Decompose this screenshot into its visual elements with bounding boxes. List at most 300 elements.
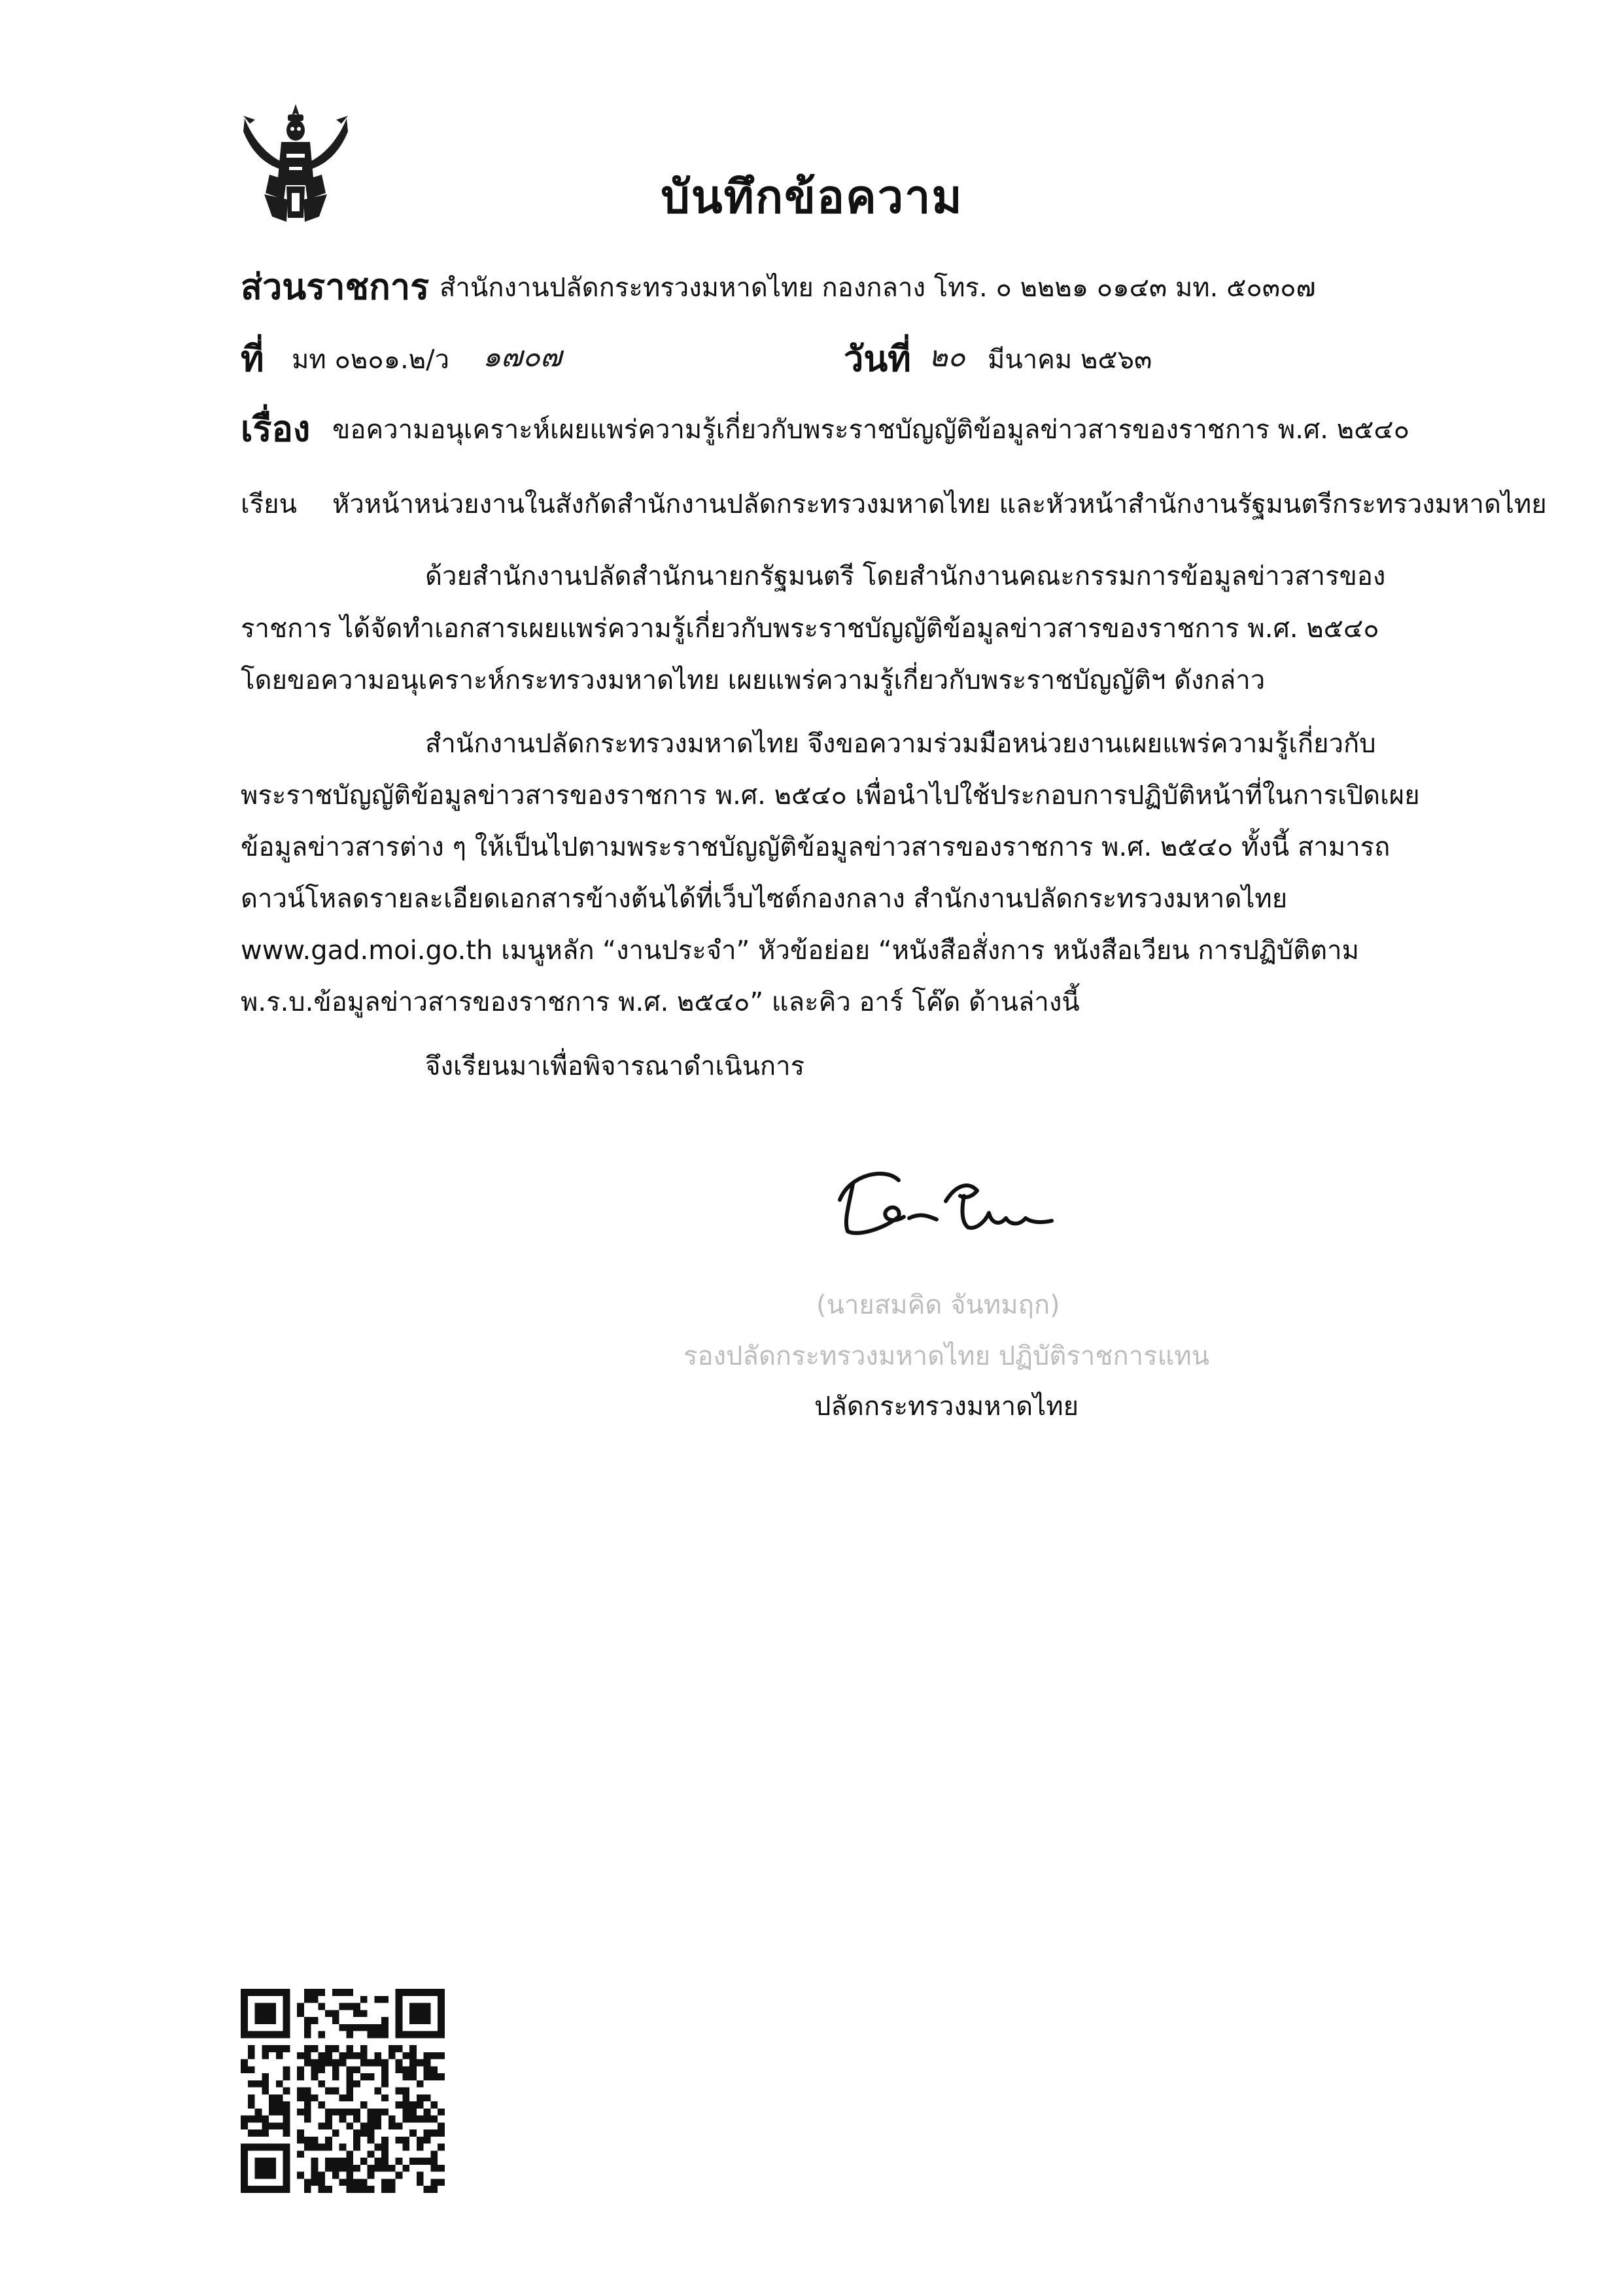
- qr-module: [248, 2094, 255, 2101]
- qr-module: [396, 2024, 403, 2031]
- qr-module: [241, 2150, 248, 2158]
- qr-module: [409, 2017, 417, 2024]
- qr-module: [262, 2165, 269, 2172]
- qr-module: [262, 2080, 269, 2088]
- qr-module: [283, 2172, 290, 2179]
- qr-module: [417, 2172, 424, 2179]
- qr-module: [430, 2129, 438, 2137]
- qr-module: [389, 2179, 396, 2186]
- qr-module: [311, 2165, 319, 2172]
- qr-module: [283, 2165, 290, 2172]
- qr-module: [417, 2031, 424, 2039]
- qr-module: [332, 2066, 339, 2073]
- ref-value: มท ๐๒๐๑.๒/ว: [292, 345, 450, 375]
- qr-module: [396, 2059, 403, 2067]
- qr-module: [438, 2122, 445, 2129]
- qr-module: [311, 2073, 319, 2080]
- qr-module: [374, 2109, 381, 2116]
- qr-module: [381, 2017, 389, 2024]
- body-p2-line: พระราชบัญญัติข้อมูลข่าวสารของราชการ พ.ศ. ๒๕๔๐ เพื่อนำไปใช้ประกอบการปฏิบัติหน้าที่ในการเปิดเผย: [241, 780, 1420, 811]
- qr-module: [409, 2045, 417, 2052]
- qr-module: [417, 2017, 424, 2024]
- qr-module: [346, 2094, 353, 2101]
- qr-module: [304, 1989, 311, 1996]
- qr-module: [248, 2066, 255, 2073]
- qr-module: [241, 2066, 248, 2073]
- closing-line: จึงเรียนมาเพื่อพิจารณาดำเนินการ: [425, 1051, 805, 1081]
- qr-module: [255, 2158, 262, 2165]
- qr-module: [318, 2144, 325, 2151]
- qr-module: [417, 2144, 424, 2151]
- qr-module: [304, 2101, 311, 2109]
- qr-module: [353, 2179, 360, 2186]
- qr-module: [332, 2158, 339, 2165]
- qr-module: [262, 2129, 269, 2137]
- qr-module: [325, 2109, 332, 2116]
- qr-module: [438, 2144, 445, 2151]
- qr-module: [304, 2094, 311, 2101]
- qr-module: [424, 2010, 431, 2017]
- qr-module: [325, 2186, 332, 2193]
- qr-module: [241, 2010, 248, 2017]
- subject-label: เรื่อง: [241, 408, 311, 449]
- qr-module: [360, 1996, 368, 2003]
- qr-module: [255, 2172, 262, 2179]
- qr-module: [255, 2129, 262, 2137]
- qr-module: [255, 2017, 262, 2024]
- body-p2-line: สำนักงานปลัดกระทรวงมหาดไทย จึงขอความร่วมมือหน่วยงานเผยแพร่ความรู้เกี่ยวกับ: [425, 729, 1376, 759]
- qr-module: [241, 2024, 248, 2031]
- qr-module: [353, 2137, 360, 2144]
- qr-module: [438, 2003, 445, 2010]
- qr-module: [381, 2094, 389, 2101]
- qr-module: [262, 2003, 269, 2010]
- qr-module: [283, 2179, 290, 2186]
- qr-module: [269, 2045, 276, 2052]
- qr-module: [241, 2158, 248, 2165]
- qr-module: [424, 2129, 431, 2137]
- qr-module: [241, 2186, 248, 2193]
- handwritten-signature: [831, 1158, 1066, 1243]
- qr-module: [381, 1996, 389, 2003]
- qr-module: [360, 2122, 368, 2129]
- qr-module: [269, 2010, 276, 2017]
- qr-module: [381, 2165, 389, 2172]
- qr-module: [374, 2165, 381, 2172]
- qr-module: [318, 2052, 325, 2059]
- qr-module: [360, 2101, 368, 2109]
- qr-module: [297, 2073, 304, 2080]
- qr-module: [430, 2186, 438, 2193]
- body-p2-line: www.gad.moi.go.th เมนูหลัก “งานประจำ” หัวข้อย่อย “หนังสือสั่งการ หนังสือเวียน การปฏิบัติตาม: [241, 936, 1359, 966]
- qr-module: [368, 2122, 375, 2129]
- qr-module: [353, 2080, 360, 2088]
- qr-module: [297, 2109, 304, 2116]
- qr-module: [269, 1989, 276, 1996]
- qr-module: [332, 2088, 339, 2095]
- qr-module: [304, 2116, 311, 2123]
- qr-module: [283, 2024, 290, 2031]
- qr-module: [402, 2101, 409, 2109]
- qr-module: [311, 1989, 319, 1996]
- qr-module: [396, 2172, 403, 2179]
- qr-module: [402, 2165, 409, 2172]
- qr-module: [424, 2003, 431, 2010]
- qr-module: [318, 2003, 325, 2010]
- qr-module: [262, 1989, 269, 1996]
- qr-module: [241, 2116, 248, 2123]
- qr-module: [417, 2179, 424, 2186]
- qr-module: [318, 2179, 325, 2186]
- qr-module: [396, 1996, 403, 2003]
- qr-module: [325, 2158, 332, 2165]
- qr-module: [360, 2179, 368, 2186]
- qr-module: [353, 2109, 360, 2116]
- qr-module: [430, 2158, 438, 2165]
- date-day-handwritten: ๒๐: [929, 340, 965, 374]
- qr-module: [311, 2094, 319, 2101]
- qr-module: [297, 2003, 304, 2010]
- qr-module: [276, 2031, 283, 2039]
- qr-module: [409, 1989, 417, 1996]
- qr-module: [255, 2031, 262, 2039]
- qr-module: [368, 2186, 375, 2193]
- qr-module: [297, 2094, 304, 2101]
- qr-module: [438, 1989, 445, 1996]
- qr-module: [417, 2101, 424, 2109]
- qr-module: [325, 2052, 332, 2059]
- qr-module: [430, 2179, 438, 2186]
- qr-module: [374, 2024, 381, 2031]
- qr-module: [283, 1996, 290, 2003]
- qr-module: [417, 1989, 424, 1996]
- qr-module: [269, 2122, 276, 2129]
- qr-module: [283, 2109, 290, 2116]
- qr-code: [241, 1989, 445, 2193]
- to-label: เรียน: [241, 489, 297, 519]
- qr-module: [262, 2031, 269, 2039]
- qr-module: [430, 1989, 438, 1996]
- agency-value: สำนักงานปลัดกระทรวงมหาดไทย กองกลาง โทร. ๐ ๒๒๒๑ ๐๑๔๓ มท. ๕๐๓๐๗: [440, 273, 1316, 303]
- qr-module: [360, 2073, 368, 2080]
- qr-module: [409, 2031, 417, 2039]
- qr-module: [248, 2116, 255, 2123]
- qr-module: [255, 2186, 262, 2193]
- qr-module: [353, 2186, 360, 2193]
- qr-module: [262, 2172, 269, 2179]
- qr-module: [374, 2088, 381, 2095]
- qr-module: [304, 2024, 311, 2031]
- qr-module: [283, 2010, 290, 2017]
- to-value: หัวหน้าหน่วยงานในสังกัดสำนักงานปลัดกระทรวงมหาดไทย และหัวหน้าสำนักงานรัฐมนตรีกระทรวงมหาดไทย: [332, 489, 1547, 519]
- qr-module: [262, 2045, 269, 2052]
- qr-module: [269, 2094, 276, 2101]
- qr-module: [318, 2172, 325, 2179]
- qr-module: [374, 2052, 381, 2059]
- qr-module: [417, 2116, 424, 2123]
- qr-module: [360, 2129, 368, 2137]
- qr-module: [255, 2003, 262, 2010]
- qr-module: [269, 2109, 276, 2116]
- qr-module: [389, 2122, 396, 2129]
- qr-module: [339, 2052, 347, 2059]
- qr-module: [430, 2052, 438, 2059]
- qr-module: [325, 2059, 332, 2067]
- qr-module: [346, 2045, 353, 2052]
- qr-module: [339, 2179, 347, 2186]
- qr-module: [402, 2088, 409, 2095]
- qr-module: [262, 2158, 269, 2165]
- qr-module: [353, 2116, 360, 2123]
- qr-module: [318, 2031, 325, 2039]
- qr-module: [304, 2045, 311, 2052]
- qr-module: [381, 2150, 389, 2158]
- qr-module: [360, 2024, 368, 2031]
- qr-module: [241, 1989, 248, 1996]
- qr-module: [424, 2017, 431, 2024]
- qr-module: [389, 2186, 396, 2193]
- qr-module: [297, 2088, 304, 2095]
- qr-module: [269, 2017, 276, 2024]
- qr-module: [283, 1989, 290, 1996]
- qr-module: [297, 2150, 304, 2158]
- qr-module: [353, 2129, 360, 2137]
- qr-module: [304, 2059, 311, 2067]
- qr-module: [325, 2144, 332, 2151]
- acting-position: รองปลัดกระทรวงมหาดไทย ปฏิบัติราชการแทน: [683, 1341, 1210, 1371]
- qr-module: [424, 2059, 431, 2067]
- qr-module: [402, 2109, 409, 2116]
- qr-module: [417, 2080, 424, 2088]
- qr-module: [269, 2101, 276, 2109]
- qr-module: [353, 2165, 360, 2172]
- qr-module: [269, 2165, 276, 2172]
- qr-module: [374, 2116, 381, 2123]
- qr-module: [374, 1996, 381, 2003]
- qr-module: [424, 2094, 431, 2101]
- qr-module: [241, 2031, 248, 2039]
- qr-module: [262, 2116, 269, 2123]
- qr-module: [381, 2073, 389, 2080]
- qr-module: [276, 2109, 283, 2116]
- qr-module: [248, 2129, 255, 2137]
- qr-module: [283, 2003, 290, 2010]
- qr-module: [424, 2158, 431, 2165]
- qr-module: [304, 2186, 311, 2193]
- qr-module: [304, 1996, 311, 2003]
- qr-module: [311, 2172, 319, 2179]
- qr-module: [339, 2024, 347, 2031]
- qr-module: [381, 2031, 389, 2039]
- qr-module: [283, 2045, 290, 2052]
- qr-module: [276, 2094, 283, 2101]
- qr-module: [346, 2109, 353, 2116]
- qr-module: [346, 2024, 353, 2031]
- qr-module: [241, 2017, 248, 2024]
- qr-module: [339, 2059, 347, 2067]
- qr-module: [409, 2073, 417, 2080]
- qr-module: [417, 2003, 424, 2010]
- qr-module: [368, 2059, 375, 2067]
- qr-module: [283, 2129, 290, 2137]
- qr-module: [438, 2109, 445, 2116]
- qr-module: [402, 2094, 409, 2101]
- qr-module: [353, 2144, 360, 2151]
- qr-module: [402, 1989, 409, 1996]
- qr-module: [276, 1989, 283, 1996]
- qr-module: [276, 2122, 283, 2129]
- qr-module: [374, 2031, 381, 2039]
- subject-value: ขอความอนุเคราะห์เผยแพร่ความรู้เกี่ยวกับพระราชบัญญัติข้อมูลข่าวสารของราชการ พ.ศ. ๒๕๔๐: [332, 415, 1410, 445]
- qr-module: [346, 2122, 353, 2129]
- qr-module: [262, 2017, 269, 2024]
- qr-module: [381, 2179, 389, 2186]
- qr-module: [248, 1989, 255, 1996]
- qr-module: [424, 2186, 431, 2193]
- qr-module: [346, 2179, 353, 2186]
- qr-module: [241, 2172, 248, 2179]
- qr-module: [283, 2144, 290, 2151]
- qr-module: [409, 2129, 417, 2137]
- qr-module: [360, 2010, 368, 2017]
- qr-module: [304, 2088, 311, 2095]
- qr-module: [360, 2045, 368, 2052]
- qr-module: [339, 2003, 347, 2010]
- qr-module: [374, 2059, 381, 2067]
- qr-module: [248, 2080, 255, 2088]
- qr-module: [353, 2024, 360, 2031]
- qr-module: [396, 2088, 403, 2095]
- qr-module: [339, 2158, 347, 2165]
- qr-module: [325, 2088, 332, 2095]
- qr-module: [248, 2052, 255, 2059]
- qr-module: [262, 2010, 269, 2017]
- qr-module: [409, 2066, 417, 2073]
- qr-module: [311, 2158, 319, 2165]
- qr-module: [438, 2010, 445, 2017]
- qr-module: [424, 2109, 431, 2116]
- signer-name: (นายสมคิด จันทมฤก): [816, 1290, 1060, 1320]
- qr-module: [438, 2017, 445, 2024]
- qr-module: [368, 2172, 375, 2179]
- qr-module: [346, 2088, 353, 2095]
- qr-module: [396, 2158, 403, 2165]
- qr-module: [381, 2158, 389, 2165]
- qr-module: [276, 2080, 283, 2088]
- qr-module: [276, 2052, 283, 2059]
- qr-module: [297, 2066, 304, 2073]
- qr-module: [396, 2003, 403, 2010]
- qr-module: [424, 2066, 431, 2073]
- qr-module: [283, 2150, 290, 2158]
- qr-module: [325, 2045, 332, 2052]
- qr-module: [424, 2073, 431, 2080]
- qr-module: [255, 1989, 262, 1996]
- qr-module: [325, 2010, 332, 2017]
- qr-module: [402, 2052, 409, 2059]
- qr-module: [304, 2052, 311, 2059]
- qr-module: [368, 2150, 375, 2158]
- qr-module: [325, 2122, 332, 2129]
- qr-module: [283, 2158, 290, 2165]
- qr-module: [318, 2066, 325, 2073]
- qr-module: [409, 2116, 417, 2123]
- qr-module: [241, 1996, 248, 2003]
- qr-module: [318, 1989, 325, 1996]
- qr-module: [438, 2052, 445, 2059]
- qr-module: [332, 2045, 339, 2052]
- qr-module: [346, 2003, 353, 2010]
- qr-module: [396, 2122, 403, 2129]
- qr-module: [346, 2052, 353, 2059]
- qr-module: [311, 2059, 319, 2067]
- qr-module: [396, 2010, 403, 2017]
- qr-module: [430, 2150, 438, 2158]
- qr-module: [339, 2144, 347, 2151]
- date-month-year: มีนาคม ๒๕๖๓: [988, 345, 1152, 375]
- qr-module: [368, 2031, 375, 2039]
- qr-module: [417, 2094, 424, 2101]
- body-p2-line: ข้อมูลข่าวสารต่าง ๆ ให้เป็นไปตามพระราชบัญญัติข้อมูลข่าวสารของราชการ พ.ศ. ๒๕๔๐ ทั้งนี้ สามารถ: [241, 832, 1391, 862]
- qr-module: [381, 2144, 389, 2151]
- qr-module: [424, 1989, 431, 1996]
- qr-module: [346, 2073, 353, 2080]
- qr-module: [283, 2017, 290, 2024]
- qr-module: [311, 2066, 319, 2073]
- qr-module: [389, 2045, 396, 2052]
- qr-module: [409, 2003, 417, 2010]
- qr-module: [311, 2137, 319, 2144]
- signer-position: ปลัดกระทรวงมหาดไทย: [814, 1392, 1079, 1422]
- qr-module: [409, 2052, 417, 2059]
- qr-module: [248, 2144, 255, 2151]
- qr-module: [430, 2116, 438, 2123]
- qr-module: [438, 2073, 445, 2080]
- qr-module: [424, 2031, 431, 2039]
- qr-module: [332, 2109, 339, 2116]
- body-p1-line: ด้วยสำนักงานปลัดสำนักนายกรัฐมนตรี โดยสำนักงานคณะกรรมการข้อมูลข่าวสารของ: [425, 561, 1386, 591]
- qr-module: [262, 2122, 269, 2129]
- qr-module: [325, 2137, 332, 2144]
- qr-module: [424, 2116, 431, 2123]
- qr-module: [269, 2003, 276, 2010]
- qr-module: [325, 2165, 332, 2172]
- memo-title: บันทึกข้อความ: [661, 170, 963, 224]
- qr-module: [283, 2088, 290, 2095]
- qr-module: [297, 2137, 304, 2144]
- qr-module: [368, 2137, 375, 2144]
- qr-module: [424, 2137, 431, 2144]
- qr-module: [360, 2052, 368, 2059]
- qr-module: [360, 2186, 368, 2193]
- qr-module: [241, 2059, 248, 2067]
- qr-module: [339, 2116, 347, 2123]
- qr-module: [311, 2144, 319, 2151]
- body-p2-line: ดาวน์โหลดรายละเอียดเอกสารข้างต้นได้ที่เว็บไซต์กองกลาง สำนักงานปลัดกระทรวงมหาดไทย: [241, 884, 1288, 914]
- qr-module: [417, 2010, 424, 2017]
- qr-module: [368, 2165, 375, 2172]
- qr-module: [269, 2158, 276, 2165]
- qr-module: [368, 2116, 375, 2123]
- qr-module: [346, 2186, 353, 2193]
- qr-module: [389, 2165, 396, 2172]
- qr-module: [430, 2031, 438, 2039]
- qr-module: [255, 2116, 262, 2123]
- qr-module: [353, 2003, 360, 2010]
- qr-module: [318, 2101, 325, 2109]
- qr-module: [409, 2109, 417, 2116]
- qr-module: [262, 2088, 269, 2095]
